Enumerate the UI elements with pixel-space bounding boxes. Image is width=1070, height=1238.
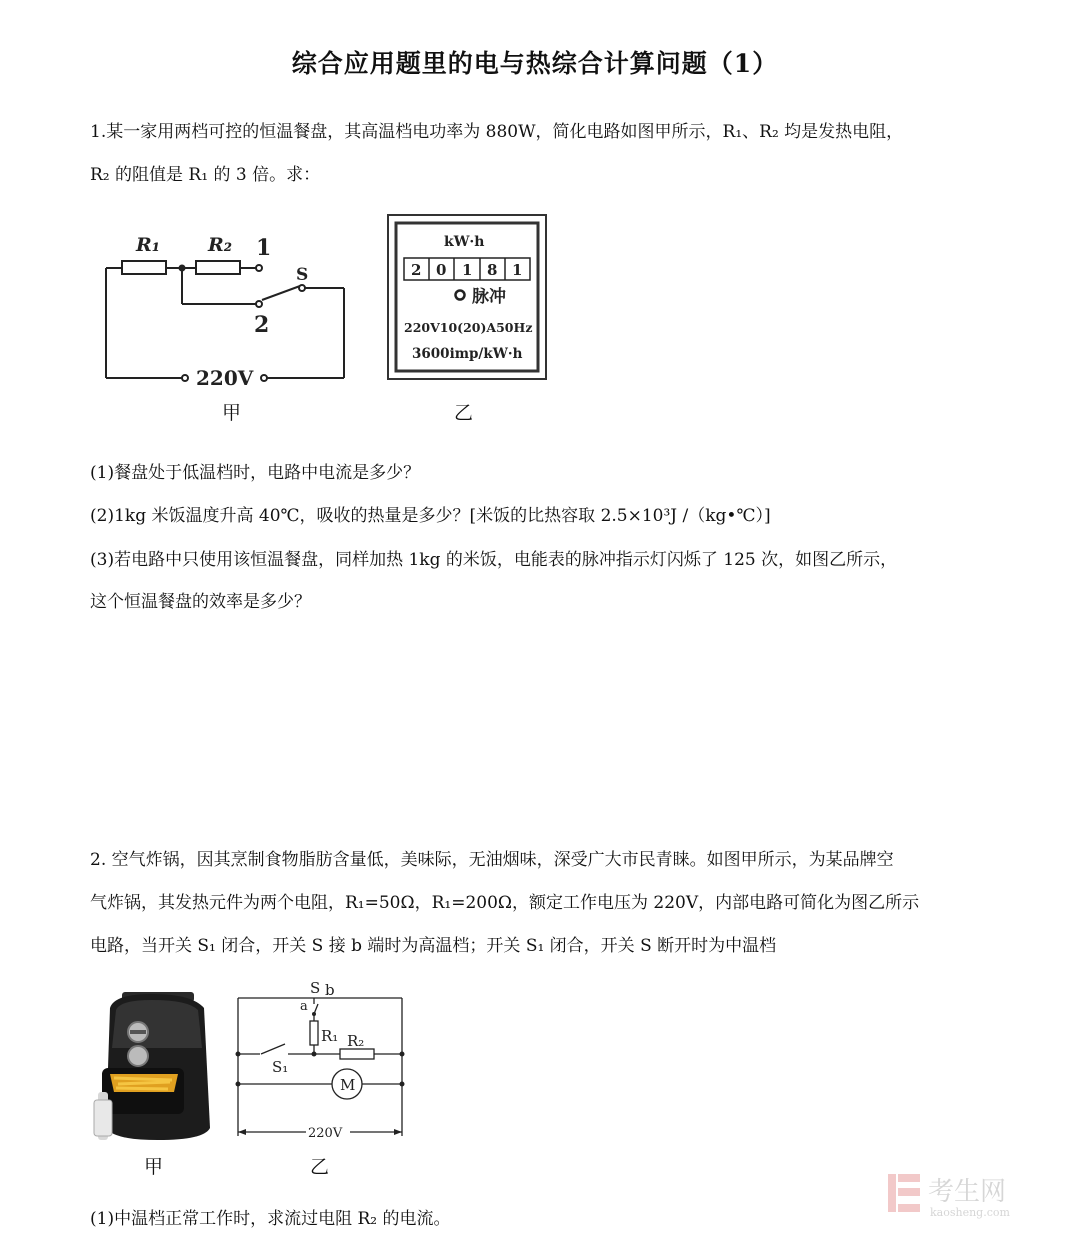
q2-stem-line-1: 2. 空气炸锅，因其烹制食物脂肪含量低，美味际，无油烟味，深受广大市民青睐。如图甲所示，为某品牌空 [90, 850, 894, 870]
watermark-domain: kaosheng.com [930, 1206, 1010, 1219]
position-2-label: 2 [254, 312, 270, 338]
q1-sub-3-line-2: 这个恒温餐盘的效率是多少？ [90, 592, 311, 612]
q1-sub-3-line-1: (3)若电路中只使用该恒温餐盘，同样加热 1kg 的米饭，电能表的脉冲指示灯闪烁了 125 次，如图乙所示， [90, 550, 898, 570]
pulse-indicator-icon [456, 291, 465, 300]
q2-figure-jia-caption: 甲 [144, 1156, 164, 1178]
r2-resistor [196, 261, 240, 274]
watermark-brand: 考生网 [928, 1177, 1007, 1207]
r2-label: R₂ [208, 234, 233, 256]
q1-stem-line-1: 1.某一家用两档可控的恒温餐盘，其高温档电功率为 880W，简化电路如图甲所示，R₁、R₂ 均是发热电阻， [90, 122, 904, 142]
q1-circuit-figure [96, 228, 356, 398]
r2-label: R₂ [347, 1032, 365, 1050]
q2-stem-line-2: 气炸锅，其发热元件为两个电阻，R₁=50Ω，R₁=200Ω，额定工作电压为 220V，内部电路可简化为图乙所示 [90, 893, 920, 913]
meter-digit-1: 2 [411, 261, 422, 279]
q1-sub-2: (2)1kg 米饭温度升高 40℃，吸收的热量是多少？[米饭的比热容取 2.5×10³J /（kg•℃）] [90, 506, 771, 526]
pulse-label: 脉冲 [472, 287, 506, 307]
q2-figure-yi-caption: 乙 [310, 1156, 330, 1178]
meter-digit-3: 1 [462, 261, 473, 279]
q1-sub-1: (1)餐盘处于低温档时，电路中电流是多少？ [90, 463, 421, 483]
meter-unit: kW·h [444, 234, 485, 250]
voltage-label: 220V [308, 1126, 343, 1141]
q1-stem-line-2: R₂ 的阻值是 R₁ 的 3 倍。求： [90, 165, 321, 185]
watermark [884, 1166, 1044, 1222]
energy-meter-figure [386, 213, 550, 383]
q2-sub-1: (1)中温档正常工作时，求流过电阻 R₂ 的电流。 [90, 1209, 451, 1229]
watermark-logo [884, 1166, 1044, 1222]
s1-label: S₁ [272, 1058, 289, 1076]
position-1-label: 1 [256, 235, 272, 261]
q2-stem-line-3: 电路，当开关 S₁ 闭合，开关 S 接 b 端时为高温档；开关 S₁ 闭合，开关 S 断开时为中温档 [90, 936, 777, 956]
r1-label: R₁ [136, 234, 161, 256]
r1-label: R₁ [321, 1027, 339, 1045]
q2-circuit-figure [230, 978, 410, 1148]
meter-digit-4: 8 [487, 261, 498, 279]
switch-s1-blade [261, 1044, 285, 1054]
switch-s-label: S [296, 265, 309, 285]
meter-rating: 220V10(20)A50Hz [404, 320, 533, 335]
r1-resistor [122, 261, 166, 274]
meter-digit-5: 1 [512, 261, 523, 279]
meter-constant: 3600imp/kW·h [412, 346, 523, 362]
terminal-a-label: a [300, 999, 308, 1014]
switch-blade [262, 286, 300, 300]
air-fryer-image [92, 988, 222, 1148]
page-title: 综合应用题里的电与热综合计算问题（1） [291, 49, 779, 78]
r1-resistor [310, 1021, 318, 1045]
voltage-label: 220V [196, 366, 254, 390]
motor-label: M [340, 1076, 356, 1094]
q1-figure-yi-caption: 乙 [454, 402, 474, 424]
r2-resistor [340, 1049, 374, 1059]
q1-figure-jia-caption: 甲 [222, 402, 242, 424]
switch-s-label: S [310, 979, 321, 997]
terminal-b-label: b [325, 981, 335, 999]
meter-digit-2: 0 [436, 261, 447, 279]
